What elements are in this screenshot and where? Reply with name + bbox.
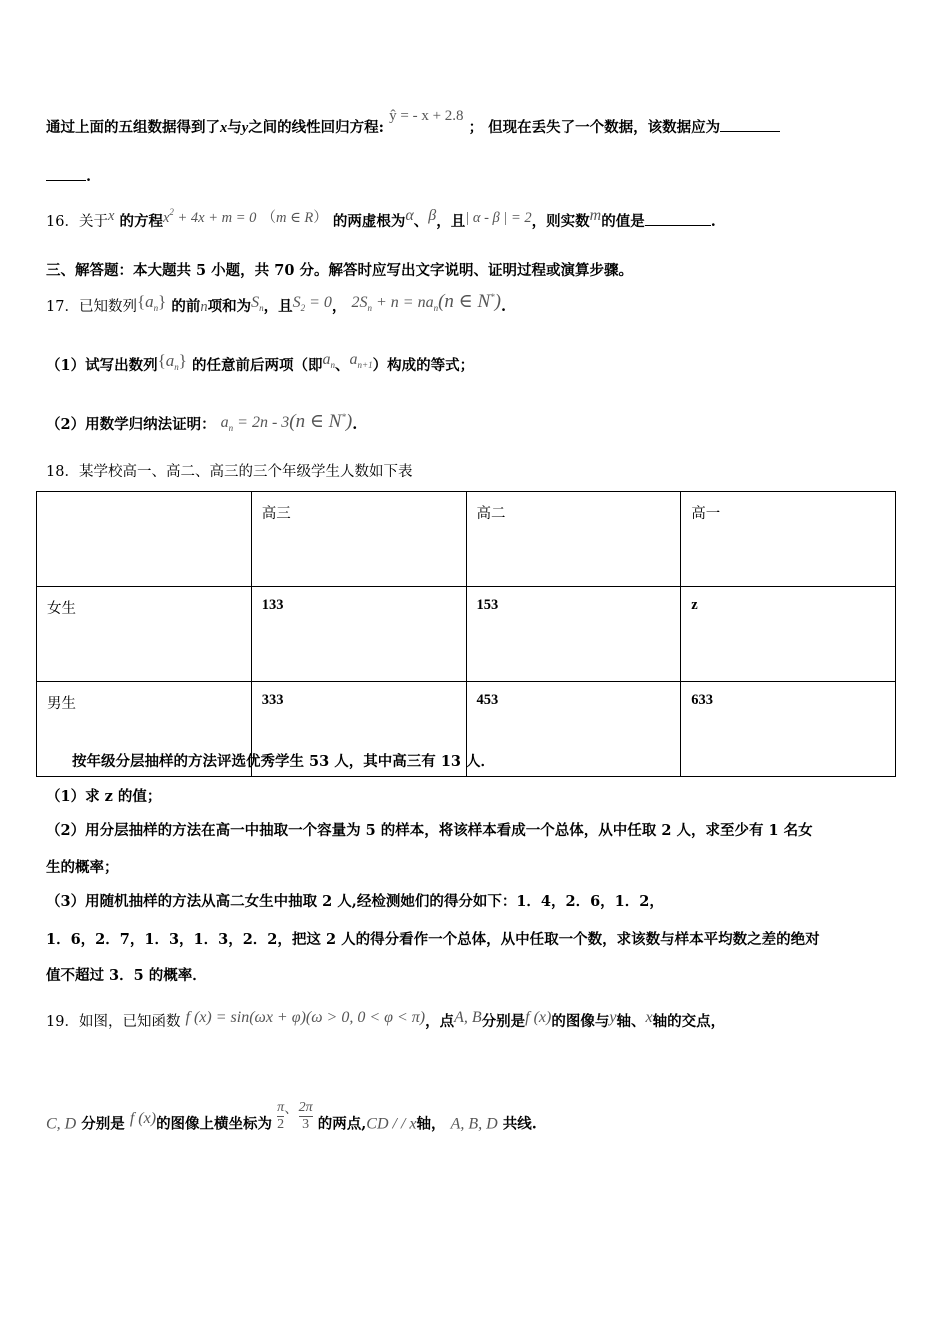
func-fx: f (x) [129, 1109, 157, 1127]
var-x: x [220, 120, 228, 136]
table-cell: 高一 [681, 492, 896, 587]
q17-p2-equation: $a_n = 2n - 3(n$ ∈ N*) [220, 411, 353, 433]
var-y: y [241, 120, 249, 136]
q17-p2-label: （2）用数学归纳法证明： [46, 416, 216, 433]
function-definition: f (x) = sin(ωx + φ)(ω > 0, 0 < φ < π) [185, 1009, 426, 1026]
q19-text: 分别是 [481, 1013, 526, 1030]
table-cell: z [681, 587, 896, 682]
q16-end: . [710, 213, 716, 230]
q19-number: 19．如图，已知函数 [46, 1014, 181, 1030]
grade-table [36, 491, 896, 777]
q16-text: 的两虚根为 [332, 213, 406, 230]
q15-line2 [46, 166, 91, 185]
var-beta: β [428, 207, 437, 224]
q19-text: 的图像上横坐标为 [156, 1115, 273, 1133]
table-cell: 高二 [466, 492, 681, 587]
q18-intro-text: 18．某学校高一、高二、高三的三个年级学生人数如下表 [46, 464, 413, 480]
q19-text: 轴、 [616, 1013, 646, 1030]
var-alpha: α [405, 207, 414, 224]
q17-p1-text: 的任意前后两项（即 [192, 357, 323, 374]
table-cell: 女生 [37, 587, 252, 682]
q15-text: 之间的线性回归方程: [248, 119, 385, 136]
func-fx: f (x) [525, 1009, 552, 1026]
q16-text: 的值是 [601, 213, 645, 230]
q15-end: . [86, 168, 92, 185]
points-AB: A, B [454, 1009, 482, 1026]
table-cell: 333 [251, 682, 466, 777]
q16-condition: m ∈ R [275, 210, 314, 226]
table-cell: 633 [681, 682, 896, 777]
q18-line1: 按年级分层抽样的方法评选优秀学生 53 人，其中高三有 13 人． [72, 753, 496, 770]
q19-text: 分别是 [81, 1115, 125, 1133]
fraction-2pi-over-3: $\frac{2\pi}{3}$ [298, 1100, 313, 1132]
q19-sep: 、 [284, 1100, 299, 1117]
q17-p2-end: . [352, 416, 358, 433]
table-cell: 133 [251, 587, 466, 682]
var-y: y [609, 1009, 617, 1026]
var-m: m [589, 207, 602, 224]
q17-equation: $2S_n + n = na_n(n$ ∈ N*) [351, 291, 501, 313]
q17-line: 17．已知数列$\{a_n\}$ 的前n项和为$S_n$，且$S_2 = 0$， $2S_n + n = na_n(n$ ∈ N*). [46, 291, 507, 315]
regression-equation: ŷ = - x + 2.8 [389, 108, 464, 124]
q17-text: ，且 [263, 298, 293, 315]
points-CD: C, D [46, 1115, 77, 1133]
answer-blank [645, 211, 711, 226]
abs-expression: | α - β | = 2 [465, 210, 532, 226]
q16-text: 的方程 [119, 213, 163, 230]
q15-text: 与 [227, 119, 242, 136]
table-row [37, 492, 896, 587]
section-heading: 三、解答题：本大题共 5 小题，共 70 分。解答时应写出文字说明、证明过程或演算步骤。 [46, 262, 633, 279]
q18-part3a: （3）用随机抽样的方法从高二女生中抽取 2 人,经检测她们的得分如下：1．4，2．6，1．2， [46, 893, 664, 910]
q15-semicolon: ； [468, 119, 484, 136]
points-ABD: A, B, D [450, 1115, 498, 1133]
q19-line1 [46, 1010, 725, 1031]
q16-text: ，且 [436, 213, 466, 230]
q16-number: 16．关于 [46, 214, 108, 230]
table-cell: 453 [466, 682, 681, 777]
q19-text: 共线. [502, 1115, 537, 1133]
q19-text: 轴， [416, 1115, 446, 1133]
answer-blank [46, 166, 86, 181]
q17-sep: 、 [335, 357, 350, 374]
q17-number: 17．已知数列 [46, 299, 137, 315]
table-cell [37, 492, 252, 587]
q16-sep: 、 [413, 213, 429, 230]
var-x: x [645, 1009, 653, 1026]
term-an1: a [349, 351, 358, 368]
term-an: a [322, 351, 331, 368]
answer-blank [720, 117, 780, 132]
q17-end: . [500, 298, 507, 315]
q17-part2 [46, 412, 357, 435]
q18-part3c: 值不超过 3．5 的概率． [46, 967, 207, 984]
q19-text: ，点 [425, 1013, 455, 1030]
table-row [37, 587, 896, 682]
q18-part1: （1）求 z 的值； [46, 788, 162, 805]
seq-a: a [165, 351, 175, 370]
q16-line: 16．关于x 的方程$x^2 + 4x + m = 0$ （m ∈ R） 的两虚根为α、β，且| α - β | = 2，则实数m的值是 . [46, 207, 716, 230]
var-S2: S [292, 294, 301, 311]
CD-parallel-x: CD / / x [366, 1115, 417, 1133]
q15-text: 通过上面的五组数据得到了 [46, 119, 220, 136]
q19-line2 [46, 1100, 537, 1141]
var-x: x [107, 208, 115, 224]
var-n: n [200, 299, 208, 315]
q19-text: 轴的交点， [652, 1013, 726, 1030]
table-cell: 男生 [37, 682, 252, 777]
q17-part1: （1）试写出数列$\{a_n\}$ 的任意前后两项（即$a_n$、$a_{n+1}$）构成的等式； [46, 351, 475, 374]
q17-text: 的前 [171, 298, 201, 315]
q15-text: 但现在丢失了一个数据，该数据应为 [488, 119, 721, 136]
q15-line1 [46, 108, 780, 137]
q19-text: 的两点, [317, 1115, 367, 1133]
q17-p1-label: （1）试写出数列 [46, 357, 158, 374]
table-cell: 153 [466, 587, 681, 682]
q18-part2a: （2）用分层抽样的方法在高一中抽取一个容量为 5 的样本，将该样本看成一个总体，从中任取 2 人，求至少有 1 名女 [46, 822, 813, 839]
table-cell: 高三 [251, 492, 466, 587]
q18-part2b: 生的概率； [46, 859, 119, 876]
q17-text: 项和为 [207, 298, 252, 315]
q19-text: 的图像与 [551, 1013, 610, 1030]
q18-intro [46, 460, 412, 481]
var-S: S [251, 294, 260, 311]
q17-p1-end: ）构成的等式； [372, 357, 475, 374]
q16-equation: $x^2 + 4x + m = 0$ [162, 207, 257, 226]
fraction-pi-over-2: $\frac{\pi}{2}$ [277, 1100, 285, 1132]
seq-a: a [145, 292, 154, 311]
q16-text: ，则实数 [531, 213, 590, 230]
q18-part3b: 1．6，2．7，1．3，1．3，2．2，把这 2 人的得分看作一个总体，从中任取一个数，求该数与样本平均数之差的绝对 [46, 931, 820, 948]
